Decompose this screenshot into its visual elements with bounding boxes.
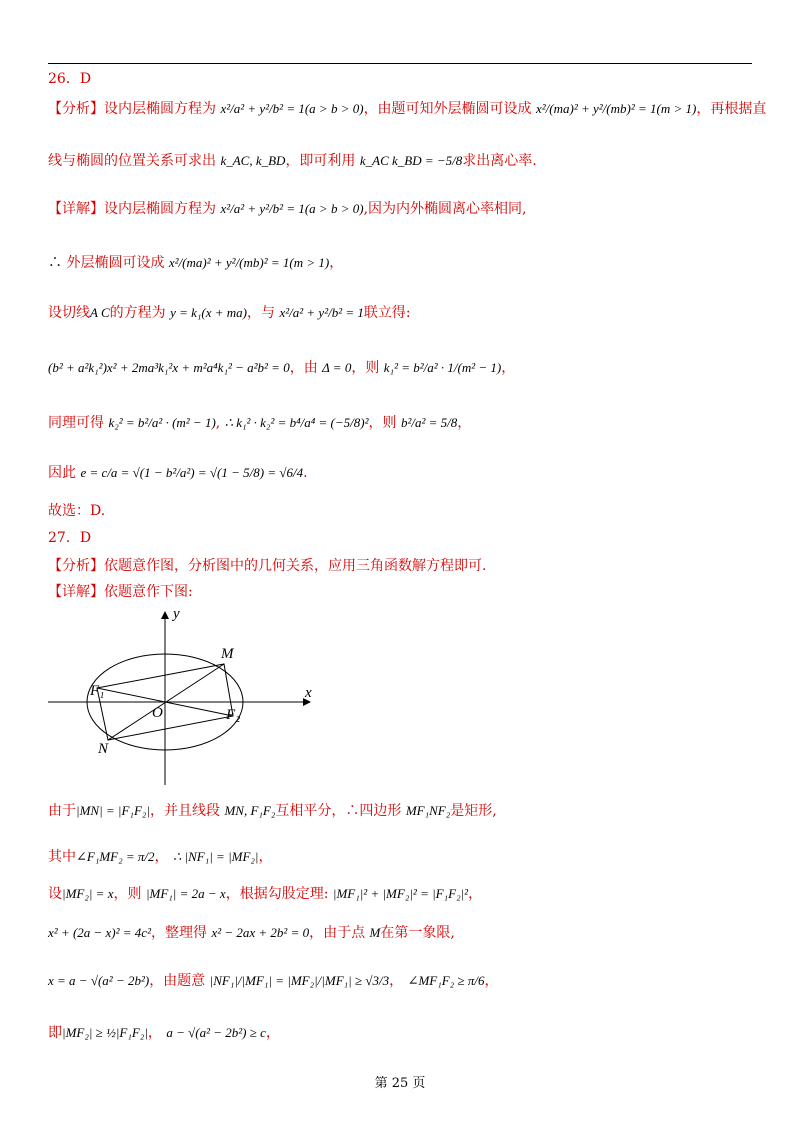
q27-line4: x² + (2a − x)² = 4c²，整理得 x² − 2ax + 2b² = 0，由于点 M在第一象限, — [48, 925, 455, 941]
q27-detail-intro: 【详解】依题意作下图: — [48, 584, 193, 600]
n-label: N — [98, 741, 109, 757]
ellipse-figure — [40, 600, 330, 790]
f2-label: F₂ — [226, 707, 241, 723]
q26-detail-line6: 因此 e = c/a = √(1 − b²/a²) = √(1 − 5/8) = √6/4. — [48, 465, 308, 481]
q26-detail-line5: 同理可得 k₂² = b²/a² · (m² − 1), ∴ k₁² · k₂² = b⁴/a⁴ = (−5/8)²，则 b²/a² = 5/8， — [48, 415, 472, 431]
m-label: M — [221, 646, 234, 662]
outer-ellipse-eq: x²/(ma)² + y²/(mb)² = 1(m > 1) — [536, 101, 697, 116]
q27-line3: 设|MF₂| = x，则 |MF₁| = 2a − x，根据勾股定理: |MF₁|² + |MF₂|² = |F₁F₂|²， — [48, 886, 483, 902]
inner-ellipse-eq: x²/a² + y²/b² = 1(a > b > 0) — [220, 101, 364, 116]
origin-label: O — [152, 705, 163, 721]
y-label: y — [173, 606, 180, 622]
q27-line1: 由于|MN| = |F₁F₂|，并且线段 MN, F₁F₂互相平分，∴四边形 MF₁NF₂是矩形, — [48, 803, 497, 819]
x-label: x — [305, 685, 312, 701]
q26-detail-line2: ∴ 外层椭圆可设成 x²/(ma)² + y²/(mb)² = 1(m > 1)， — [48, 255, 344, 271]
q26-detail-line1: 【详解】设内层椭圆方程为 x²/a² + y²/b² = 1(a > b > 0),因为内外椭圆离心率相同, — [48, 201, 527, 217]
q27-line5: x = a − √(a² − 2b²)，由题意 |NF₁|/|MF₁| = |MF₂|/|MF₁| ≥ √3/3， ∠MF₁F₂ ≥ π/6， — [48, 973, 499, 989]
q27-line2: 其中∠F₁MF₂ = π/2， ∴ |NF₁| = |MF₂|， — [48, 849, 273, 865]
header-rule — [48, 63, 752, 64]
q27-analysis: 【分析】依题意作图，分析图中的几何关系，应用三角函数解方程即可. — [48, 558, 487, 574]
q26-analysis-line1: 【分析】设内层椭圆方程为 x²/a² + y²/b² = 1(a > b > 0)，由题可知外层椭圆可设成 x²/(ma)² + y²/(mb)² = 1(m > 1)，再根据直 — [48, 101, 767, 117]
q27-number: 27．D — [48, 530, 92, 546]
q26-analysis-line2: 线与椭圆的位置关系可求出 k_AC, k_BD，即可利用 k_AC k_BD = −5/8求出离心率. — [48, 153, 537, 169]
q26-detail-line4: (b² + a²k₁²)x² + 2ma³k₁²x + m²a⁴k₁² − a²b² = 0，由 Δ = 0，则 k₁² = b²/a² · 1/(m² − 1)， — [48, 360, 516, 376]
q26-number: 26．D — [48, 71, 92, 87]
q26-detail-line3: 设切线A C的方程为 y = k₁(x + ma)，与 x²/a² + y²/b² = 1联立得: — [48, 305, 411, 321]
f1-label: F₁ — [90, 683, 105, 699]
page-footer: 第 25 页 — [374, 1076, 426, 1091]
q27-line6: 即|MF₂| ≥ ½|F₁F₂|， a − √(a² − 2b²) ≥ c， — [48, 1025, 280, 1041]
q26-answer: 故选：D. — [48, 503, 106, 519]
